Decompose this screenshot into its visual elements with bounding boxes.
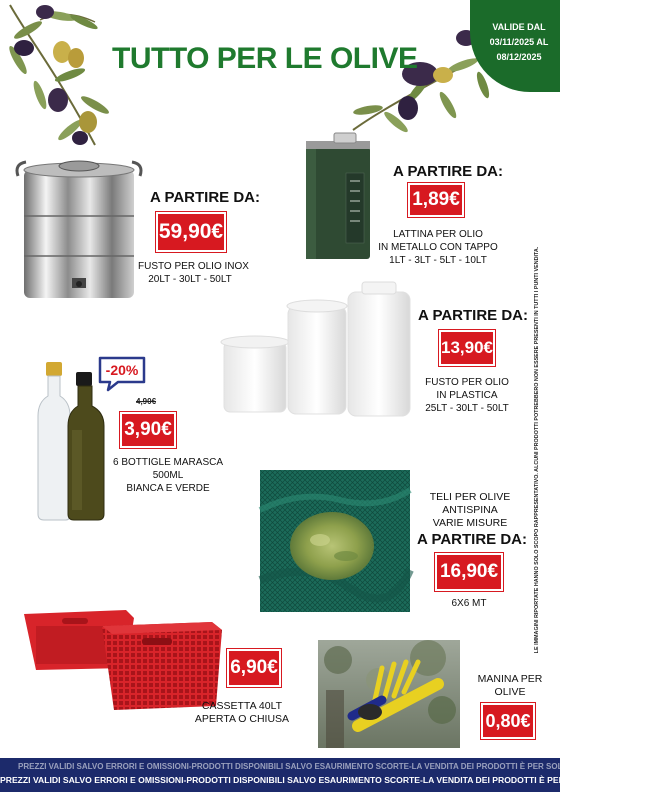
footer-bar: [0, 758, 668, 792]
footer-text: PREZZI VALIDI SALVO ERRORI E OMISSIONI-PRODOTTI DISPONIBILI SALVO ESAURIMENTO SCORTE-LA VENDITA DEI PRODOTTI È PER SOLO USO PERSONALE: [0, 775, 668, 785]
cassetta-description: [190, 700, 294, 726]
fusto-plastica-from-label: A PARTIRE DA:: [418, 307, 528, 324]
bottiglie-price: 3,90€: [122, 414, 174, 446]
side-disclaimer: [531, 246, 543, 654]
cassetta-desc-line-2: APERTA O CHIUSA: [194, 713, 290, 725]
stainless-drum-image: [14, 156, 144, 304]
validity-line-3: 08/12/2025: [496, 52, 542, 62]
manina-desc-line-1: MANINA PER: [477, 673, 543, 685]
lattina-description: [376, 228, 500, 267]
lattina-desc-line-1: LATTINA PER OLIO: [393, 229, 483, 240]
validity-line-2: 03/11/2025 AL: [489, 37, 549, 47]
olive-branch-left-decoration: [0, 0, 120, 150]
olive-net-image: [260, 470, 410, 612]
red-crates-image: [22, 604, 226, 714]
fusto-plastica-description: [412, 376, 522, 415]
validity-line-1: VALIDE DAL: [492, 22, 546, 32]
manina-description: [470, 673, 550, 699]
manina-desc-line-2: OLIVE: [494, 686, 526, 698]
olive-hand-rake-image: [318, 640, 460, 748]
fusto-inox-from-label: A PARTIRE DA:: [150, 189, 260, 206]
fusto-inox-desc-line-2: 20LT - 30LT - 50LT: [148, 274, 232, 285]
teli-desc-line-2: ANTISPINA: [442, 504, 498, 516]
fusto-inox-desc-line-1: FUSTO PER OLIO INOX: [138, 261, 249, 272]
bottiglie-desc-line-1: 6 BOTTIGLE MARASCA: [112, 457, 224, 468]
teli-desc-line-3: VARIE MISURE: [432, 517, 508, 529]
bottiglie-desc-line-3: BIANCA E VERDE: [126, 483, 210, 494]
metal-oil-can-image: [304, 133, 372, 261]
lattina-desc-line-3: 1LT - 3LT - 5LT - 10LT: [389, 255, 487, 266]
plastic-drums-image: [218, 282, 414, 418]
teli-price: 16,90€: [437, 555, 501, 589]
teli-desc-line-1: TELI PER OLIVE: [429, 491, 511, 503]
bottiglie-old-price: 4,90€: [136, 397, 157, 406]
fusto-plastica-desc-line-3: 25LT - 30LT - 50LT: [425, 403, 509, 414]
lattina-price: 1,89€: [410, 185, 462, 215]
bottiglie-discount: -20%: [105, 362, 139, 378]
cassetta-desc-line-1: CASSETTA 40LT: [201, 700, 283, 712]
lattina-desc-line-2: IN METALLO CON TAPPO: [378, 242, 498, 253]
lattina-from-label: A PARTIRE DA:: [393, 163, 503, 180]
fusto-inox-price: 59,90€: [158, 214, 224, 250]
fusto-plastica-desc-line-2: IN PLASTICA: [436, 390, 498, 401]
footer-ghost-text: PREZZI VALIDI SALVO ERRORI E OMISSIONI-PRODOTTI DISPONIBILI SALVO ESAURIMENTO SCORTE-LA VENDITA DEI PRODOTTI È PER SOLO USO PERSONALE: [18, 762, 641, 771]
cassetta-price: 6,90€: [229, 651, 279, 685]
bottiglie-desc-line-2: 500ML: [152, 470, 184, 481]
teli-size: 6X6 MT: [451, 598, 487, 609]
teli-description: [418, 491, 522, 530]
side-disclaimer-text: LE IMMAGINI RIPORTATE HANNO SOLO SCOPO RAPPRESENTATIVO. ALCUNI PRODOTTI POTREBBERO NON ESSERE PRESENTI IN TUTTI I PUNTI VENDITA.: [534, 246, 540, 654]
bottiglie-description: [110, 456, 226, 495]
fusto-plastica-price: 13,90€: [441, 332, 493, 364]
fusto-plastica-desc-line-1: FUSTO PER OLIO: [425, 377, 509, 388]
page-title: TUTTO PER LE OLIVE: [112, 42, 418, 75]
manina-price: 0,80€: [483, 705, 533, 737]
teli-from-label: A PARTIRE DA:: [417, 531, 527, 548]
